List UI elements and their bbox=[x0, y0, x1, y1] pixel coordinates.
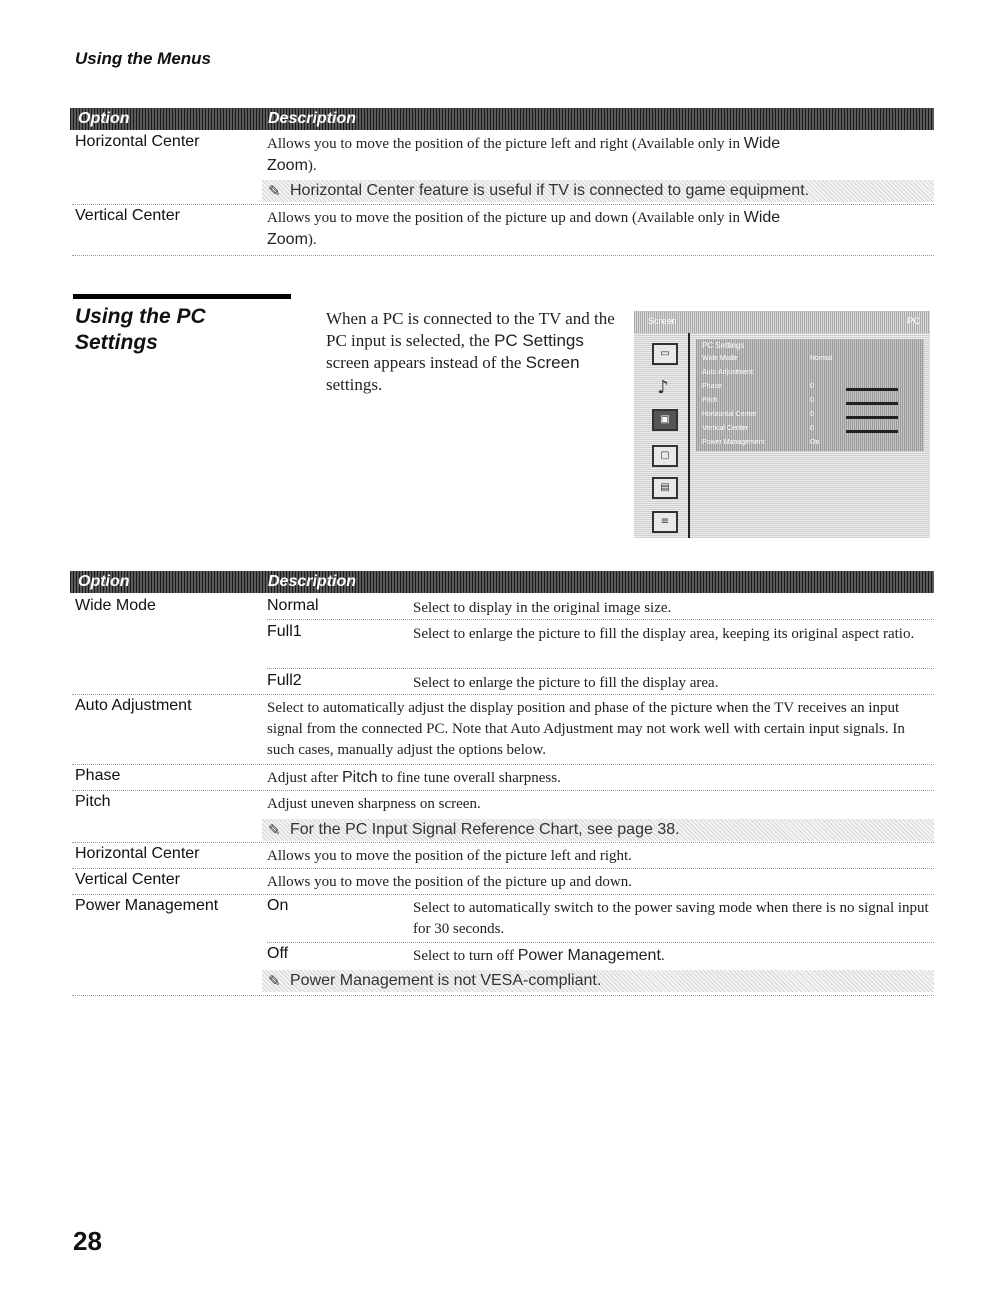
auto-adjustment-desc: Select to automatically adjust the display position and phase of the picture when the TV receives an input signal from the connected PC. Note that Auto Adjustment may not work well with certain input signals. In such cases, manually adjust the options below. bbox=[267, 700, 905, 758]
wide-mode-full1-desc: Select to enlarge the picture to fill the display area, keeping its original aspect ratio. bbox=[413, 626, 915, 642]
divider bbox=[267, 668, 934, 669]
picture-icon: ▭ bbox=[652, 343, 678, 365]
table2-option-horizontal-center: Horizontal Center bbox=[75, 845, 200, 862]
horizontal-center-desc: Allows you to move the position of the picture left and right. bbox=[267, 848, 632, 864]
divider bbox=[72, 255, 934, 256]
tv-menu-row: Horizontal Center 0 bbox=[702, 411, 814, 418]
table2-option-power-management: Power Management bbox=[75, 897, 219, 914]
table2-header bbox=[70, 571, 934, 593]
vertical-center-desc: Allows you to move the position of the picture up and down. bbox=[267, 874, 632, 890]
power-management-off: Off bbox=[267, 945, 289, 962]
power-management-on-desc: Select to automatically switch to the power saving mode when there is no signal input for 30 seconds. bbox=[413, 900, 929, 937]
note-pencil-icon: ✎ bbox=[268, 182, 281, 200]
tv-menu-row: Phase 0 bbox=[702, 383, 814, 390]
note-pencil-icon: ✎ bbox=[268, 821, 281, 839]
wide-mode-full2: Full2 bbox=[267, 672, 302, 689]
tv-menu-row: Wide Mode Normal bbox=[702, 355, 833, 362]
running-header: Using the Menus bbox=[75, 49, 212, 68]
tv-menu-row: Power Management On bbox=[702, 439, 820, 446]
tv-menu-topbar: Screen PC bbox=[634, 311, 930, 333]
tv-menu-divider bbox=[688, 333, 690, 538]
wide-mode-full1: Full1 bbox=[267, 623, 302, 640]
table2-option-auto-adjustment: Auto Adjustment bbox=[75, 697, 192, 714]
divider bbox=[72, 894, 934, 895]
wide-mode-normal: Normal bbox=[267, 597, 319, 614]
table1-option-horizontal-center: Horizontal Center bbox=[75, 133, 200, 150]
table1-desc-vertical-center: Allows you to move the position of the picture up and down (Available only in Wide Zoom). bbox=[267, 209, 781, 248]
tv-menu-row: Pitch 0 bbox=[702, 397, 814, 404]
tv-menu-sidebar bbox=[634, 333, 688, 538]
divider bbox=[72, 204, 934, 205]
table1-option-vertical-center: Vertical Center bbox=[75, 207, 180, 224]
pc-settings-screen-image bbox=[634, 311, 930, 538]
sound-icon: ♪ bbox=[657, 377, 669, 398]
table1-col-description: Description bbox=[268, 110, 357, 127]
tv-menu-row: Vertical Center 0 bbox=[702, 425, 814, 432]
setup-icon: ≡ bbox=[652, 511, 678, 533]
pitch-note: ✎ For the PC Input Signal Reference Chart, see page 38. bbox=[262, 819, 934, 841]
table1-note: ✎ Horizontal Center feature is useful if TV is connected to game equipment. bbox=[262, 180, 934, 202]
phase-desc: Adjust after Pitch to fine tune overall sharpness. bbox=[267, 769, 561, 786]
table2-col-option: Option bbox=[78, 573, 130, 590]
section-title: Using the PC Settings bbox=[75, 305, 206, 354]
divider bbox=[72, 842, 934, 843]
table1-col-option: Option bbox=[78, 110, 130, 127]
tv-menu-row: Auto Adjustment bbox=[702, 369, 753, 376]
level-bar bbox=[846, 388, 898, 391]
table2-option-phase: Phase bbox=[75, 767, 121, 784]
page-number: 28 bbox=[73, 1226, 102, 1256]
tv-menu-panel: PC Settings bbox=[696, 339, 924, 451]
table1-desc-horizontal-center: Allows you to move the position of the picture left and right (Available only in Wide Zoom). bbox=[267, 135, 781, 174]
screen-icon: ▣ bbox=[652, 409, 678, 431]
level-bar bbox=[846, 416, 898, 419]
table2-col-description: Description bbox=[268, 573, 357, 590]
divider bbox=[72, 694, 934, 695]
wide-mode-normal-desc: Select to display in the original image size. bbox=[413, 600, 672, 616]
wide-mode-full2-desc: Select to enlarge the picture to fill the display area. bbox=[413, 675, 719, 691]
table2-option-pitch: Pitch bbox=[75, 793, 111, 810]
table2-option-wide-mode: Wide Mode bbox=[75, 597, 156, 614]
power-management-on: On bbox=[267, 897, 289, 914]
power-management-off-desc: Select to turn off Power Management. bbox=[413, 947, 665, 964]
section-intro: When a PC is connected to the TV and the PC input is selected, the PC Settings screen appears instead of the Screen settings. bbox=[326, 309, 615, 394]
divider bbox=[72, 764, 934, 765]
section-rule bbox=[73, 294, 291, 299]
parent-icon: ▤ bbox=[652, 477, 678, 499]
channel-icon: ▢ bbox=[652, 445, 678, 467]
pitch-desc: Adjust uneven sharpness on screen. bbox=[267, 796, 481, 812]
divider bbox=[267, 619, 934, 620]
power-management-note: ✎ Power Management is not VESA-compliant. bbox=[262, 970, 934, 992]
level-bar bbox=[846, 430, 898, 433]
table2-option-vertical-center: Vertical Center bbox=[75, 871, 180, 888]
table1-header bbox=[70, 108, 934, 130]
note-pencil-icon: ✎ bbox=[268, 972, 281, 990]
level-bar bbox=[846, 402, 898, 405]
divider bbox=[72, 995, 934, 996]
divider bbox=[267, 942, 934, 943]
divider bbox=[72, 790, 934, 791]
divider bbox=[72, 868, 934, 869]
